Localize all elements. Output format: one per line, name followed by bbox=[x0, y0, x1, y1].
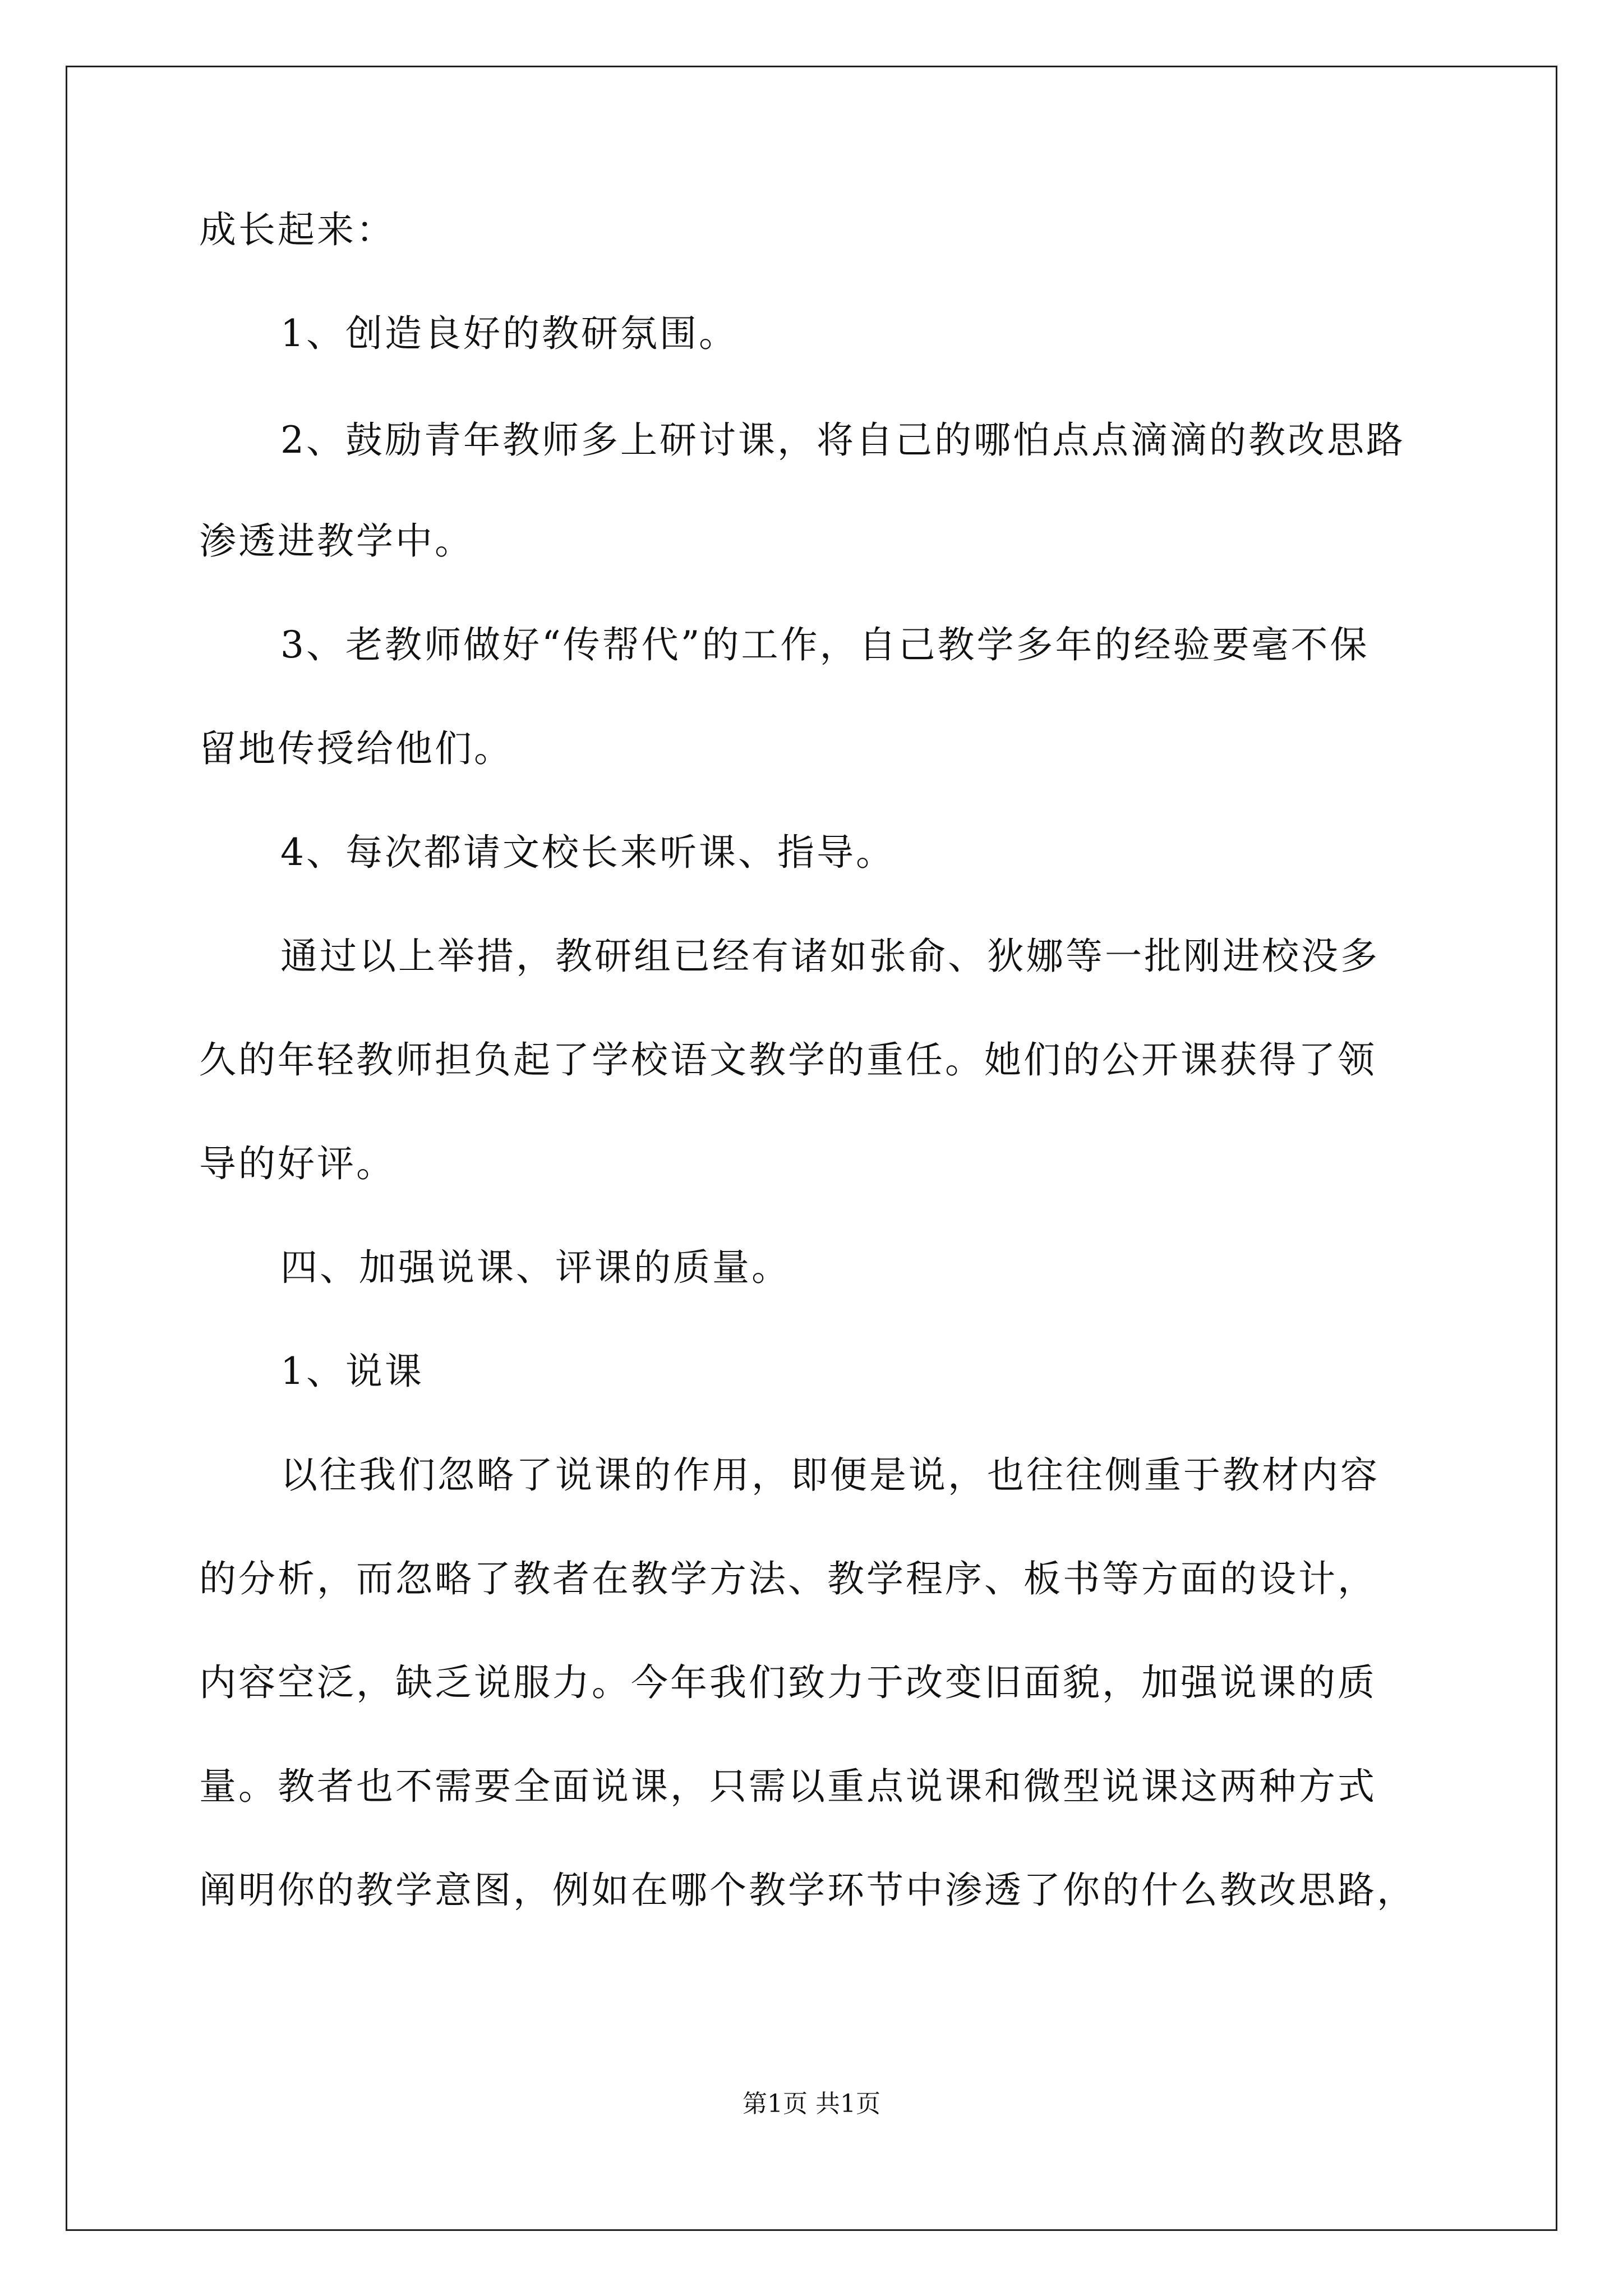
text-line: 渗透进教学中。 bbox=[199, 519, 474, 563]
text-line: 的分析，而忽略了教者在教学方法、教学程序、板书等方面的设计， bbox=[199, 1557, 1377, 1600]
text-line: 2、鼓励青年教师多上研讨课，将自己的哪怕点点滴滴的教改思路 bbox=[280, 418, 1405, 462]
text-line: 留地传授给他们。 bbox=[199, 727, 513, 770]
text-line: 1、创造良好的教研氛围。 bbox=[280, 312, 738, 355]
text-line: 以往我们忽略了说课的作用，即便是说，也往往侧重于教材内容 bbox=[280, 1453, 1380, 1497]
text-line: 久的年轻教师担负起了学校语文教学的重任。她们的公开课获得了领 bbox=[199, 1038, 1377, 1082]
text-line: 1、说课 bbox=[280, 1350, 424, 1393]
section-heading: 四、加强说课、评课的质量。 bbox=[280, 1246, 791, 1289]
text-line: 阐明你的教学意图，例如在哪个教学环节中渗透了你的什么教改思路， bbox=[199, 1869, 1416, 1912]
page-number: 第1页 共1页 bbox=[743, 2090, 880, 2118]
text-line: 量。教者也不需要全面说课，只需以重点说课和微型说课这两种方式 bbox=[199, 1765, 1377, 1808]
text-line: 通过以上举措，教研组已经有诸如张俞、狄娜等一批刚进校没多 bbox=[280, 935, 1380, 978]
text-line: 4、每次都请文校长来听课、指导。 bbox=[280, 831, 895, 874]
text-line: 导的好评。 bbox=[199, 1142, 395, 1185]
text-line: 3、老教师做好“传帮代”的工作，自己教学多年的经验要毫不保 bbox=[280, 623, 1370, 666]
text-line: 成长起来： bbox=[199, 208, 395, 251]
text-line: 内容空泛，缺乏说服力。今年我们致力于改变旧面貌，加强说课的质 bbox=[199, 1661, 1377, 1704]
